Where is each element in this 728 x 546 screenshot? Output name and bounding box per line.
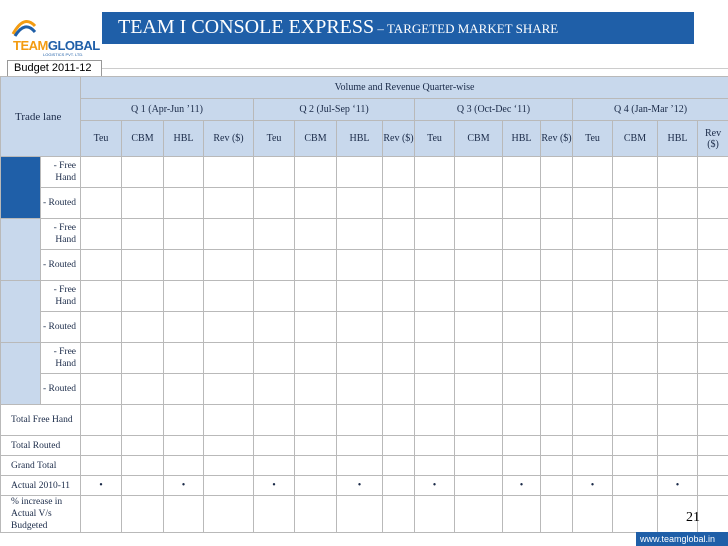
- column-header: Rev ($): [204, 121, 254, 157]
- data-cell[interactable]: [613, 374, 658, 405]
- data-cell[interactable]: [698, 405, 728, 436]
- data-cell[interactable]: [455, 188, 503, 219]
- data-cell[interactable]: [164, 496, 204, 533]
- column-header: CBM: [455, 121, 503, 157]
- data-cell[interactable]: [503, 343, 541, 374]
- data-cell[interactable]: [698, 496, 728, 533]
- title-bar: [102, 12, 694, 44]
- summary-row: [1, 436, 728, 456]
- data-cell[interactable]: [541, 405, 573, 436]
- data-cell[interactable]: [503, 219, 541, 250]
- data-cell[interactable]: [383, 496, 415, 533]
- data-cell[interactable]: [698, 188, 728, 219]
- data-cell[interactable]: [573, 405, 613, 436]
- data-cell[interactable]: [613, 496, 658, 533]
- data-cell[interactable]: [698, 312, 728, 343]
- column-header: Rev ($): [541, 121, 573, 157]
- data-cell[interactable]: [658, 456, 698, 476]
- data-cell[interactable]: [415, 405, 455, 436]
- data-cell[interactable]: [295, 281, 337, 312]
- summary-row: [1, 476, 728, 496]
- data-cell[interactable]: •: [503, 476, 541, 496]
- data-cell[interactable]: [295, 374, 337, 405]
- data-cell[interactable]: [81, 250, 122, 281]
- data-cell[interactable]: [541, 436, 573, 456]
- data-cell[interactable]: [295, 476, 337, 496]
- data-cell[interactable]: [254, 281, 295, 312]
- data-cell[interactable]: [658, 188, 698, 219]
- data-cell[interactable]: [164, 312, 204, 343]
- data-cell[interactable]: [698, 281, 728, 312]
- lane-row: [1, 157, 728, 188]
- data-cell[interactable]: [455, 456, 503, 476]
- data-cell[interactable]: [204, 374, 254, 405]
- data-cell[interactable]: [573, 188, 613, 219]
- data-cell[interactable]: [658, 157, 698, 188]
- data-cell[interactable]: [415, 157, 455, 188]
- data-cell[interactable]: [383, 405, 415, 436]
- data-cell[interactable]: •: [81, 476, 122, 496]
- column-header: Teu: [81, 121, 122, 157]
- data-cell[interactable]: [204, 496, 254, 533]
- data-cell[interactable]: [658, 250, 698, 281]
- data-cell[interactable]: [658, 374, 698, 405]
- data-cell[interactable]: [455, 250, 503, 281]
- data-cell[interactable]: •: [415, 476, 455, 496]
- data-cell[interactable]: [164, 436, 204, 456]
- data-cell[interactable]: [204, 436, 254, 456]
- data-cell[interactable]: [81, 157, 122, 188]
- data-cell[interactable]: [337, 250, 383, 281]
- data-cell[interactable]: [541, 456, 573, 476]
- data-cell[interactable]: [541, 281, 573, 312]
- free-hand-label: - Free Hand: [41, 219, 81, 250]
- data-cell[interactable]: [164, 405, 204, 436]
- data-cell[interactable]: [337, 405, 383, 436]
- data-cell[interactable]: [204, 405, 254, 436]
- data-cell[interactable]: [455, 343, 503, 374]
- market-share-table: [0, 76, 728, 533]
- data-cell[interactable]: [541, 219, 573, 250]
- header-divider: [102, 68, 728, 69]
- data-cell[interactable]: [503, 312, 541, 343]
- data-cell[interactable]: [541, 476, 573, 496]
- logo-wordmark: TEAMGLOBAL: [13, 38, 100, 53]
- quarter-header-row: [1, 99, 728, 121]
- data-cell[interactable]: [455, 405, 503, 436]
- data-cell[interactable]: [658, 312, 698, 343]
- column-header: HBL: [337, 121, 383, 157]
- data-cell[interactable]: [164, 219, 204, 250]
- data-cell[interactable]: [204, 157, 254, 188]
- data-cell[interactable]: [415, 188, 455, 219]
- data-cell[interactable]: [415, 312, 455, 343]
- summary-label: Total Routed: [1, 436, 81, 456]
- data-cell[interactable]: [383, 188, 415, 219]
- data-cell[interactable]: [204, 219, 254, 250]
- data-cell[interactable]: [383, 312, 415, 343]
- data-cell[interactable]: [613, 436, 658, 456]
- data-cell[interactable]: [164, 157, 204, 188]
- routed-label: - Routed: [41, 250, 81, 281]
- data-cell[interactable]: •: [573, 476, 613, 496]
- lane-row: [1, 312, 728, 343]
- data-cell[interactable]: [164, 250, 204, 281]
- data-cell[interactable]: [573, 343, 613, 374]
- data-cell[interactable]: [613, 476, 658, 496]
- column-header: Teu: [415, 121, 455, 157]
- data-cell[interactable]: [415, 281, 455, 312]
- quarter-header: Q 1 (Apr-Jun ’11): [81, 99, 254, 121]
- data-cell[interactable]: [122, 157, 164, 188]
- data-cell[interactable]: [503, 157, 541, 188]
- trade-lane-header: Trade lane: [1, 77, 81, 157]
- data-cell[interactable]: •: [337, 476, 383, 496]
- data-cell[interactable]: [698, 343, 728, 374]
- data-cell[interactable]: [698, 436, 728, 456]
- data-cell[interactable]: [698, 250, 728, 281]
- data-cell[interactable]: [254, 436, 295, 456]
- data-cell[interactable]: [81, 281, 122, 312]
- data-cell[interactable]: [204, 456, 254, 476]
- data-cell[interactable]: [658, 405, 698, 436]
- trade-lane-cell[interactable]: [1, 343, 41, 405]
- data-cell[interactable]: [541, 343, 573, 374]
- data-cell[interactable]: [204, 250, 254, 281]
- data-cell[interactable]: [81, 436, 122, 456]
- data-cell[interactable]: [503, 281, 541, 312]
- page-subtitle: – TARGETED MARKET SHARE: [374, 21, 559, 36]
- data-cell[interactable]: [164, 281, 204, 312]
- data-cell[interactable]: [455, 219, 503, 250]
- data-cell[interactable]: [383, 456, 415, 476]
- data-cell[interactable]: [613, 157, 658, 188]
- data-cell[interactable]: [503, 374, 541, 405]
- data-cell[interactable]: [81, 312, 122, 343]
- data-cell[interactable]: [122, 250, 164, 281]
- data-cell[interactable]: [254, 405, 295, 436]
- data-cell[interactable]: [541, 312, 573, 343]
- free-hand-label: - Free Hand: [41, 281, 81, 312]
- data-cell[interactable]: [613, 250, 658, 281]
- data-cell[interactable]: [81, 219, 122, 250]
- data-cell[interactable]: [613, 219, 658, 250]
- data-cell[interactable]: [295, 343, 337, 374]
- free-hand-label: - Free Hand: [41, 157, 81, 188]
- data-cell[interactable]: [573, 496, 613, 533]
- trade-lane-cell[interactable]: [1, 157, 41, 219]
- data-cell[interactable]: [295, 188, 337, 219]
- lane-row: [1, 250, 728, 281]
- data-cell[interactable]: [254, 157, 295, 188]
- data-cell[interactable]: [415, 496, 455, 533]
- data-cell[interactable]: [337, 157, 383, 188]
- data-cell[interactable]: [503, 456, 541, 476]
- data-cell[interactable]: [81, 374, 122, 405]
- data-cell[interactable]: [81, 456, 122, 476]
- data-cell[interactable]: [455, 436, 503, 456]
- quarter-header: Q 4 (Jan-Mar ’12): [573, 99, 728, 121]
- data-cell[interactable]: [541, 188, 573, 219]
- lane-row: [1, 374, 728, 405]
- quarter-header: Q 3 (Oct-Dec ‘11): [415, 99, 573, 121]
- summary-row: [1, 405, 728, 436]
- column-header: HBL: [658, 121, 698, 157]
- data-cell[interactable]: [698, 157, 728, 188]
- data-cell[interactable]: [383, 219, 415, 250]
- data-cell[interactable]: [254, 250, 295, 281]
- column-header: HBL: [164, 121, 204, 157]
- data-cell[interactable]: [81, 188, 122, 219]
- data-cell[interactable]: [503, 436, 541, 456]
- table-body: [1, 77, 728, 533]
- column-header: CBM: [122, 121, 164, 157]
- data-cell[interactable]: [122, 496, 164, 533]
- data-cell[interactable]: [573, 312, 613, 343]
- data-cell[interactable]: [254, 496, 295, 533]
- lane-row: [1, 281, 728, 312]
- data-cell[interactable]: [254, 219, 295, 250]
- data-cell[interactable]: [383, 250, 415, 281]
- group-header: Volume and Revenue Quarter-wise: [81, 77, 728, 99]
- summary-row: [1, 456, 728, 476]
- data-cell[interactable]: [573, 374, 613, 405]
- data-cell[interactable]: [541, 250, 573, 281]
- data-cell[interactable]: [295, 157, 337, 188]
- column-header: HBL: [503, 121, 541, 157]
- data-cell[interactable]: [573, 219, 613, 250]
- data-cell[interactable]: [503, 250, 541, 281]
- column-header-row: [1, 121, 728, 157]
- data-cell[interactable]: [698, 456, 728, 476]
- data-cell[interactable]: [164, 188, 204, 219]
- data-cell[interactable]: [455, 496, 503, 533]
- data-cell[interactable]: •: [254, 476, 295, 496]
- data-cell[interactable]: [204, 188, 254, 219]
- data-cell[interactable]: [573, 157, 613, 188]
- data-cell[interactable]: [573, 250, 613, 281]
- data-cell[interactable]: [122, 188, 164, 219]
- data-cell[interactable]: [613, 343, 658, 374]
- data-cell[interactable]: •: [164, 476, 204, 496]
- quarter-header: Q 2 (Jul-Sep ‘11): [254, 99, 415, 121]
- column-header: CBM: [613, 121, 658, 157]
- data-cell[interactable]: [613, 456, 658, 476]
- data-cell[interactable]: [658, 343, 698, 374]
- data-cell[interactable]: [383, 281, 415, 312]
- data-cell[interactable]: [415, 343, 455, 374]
- data-cell[interactable]: [254, 312, 295, 343]
- free-hand-label: - Free Hand: [41, 343, 81, 374]
- data-cell[interactable]: [122, 405, 164, 436]
- data-cell[interactable]: [415, 219, 455, 250]
- lane-row: [1, 219, 728, 250]
- data-cell[interactable]: [337, 436, 383, 456]
- data-cell[interactable]: [541, 374, 573, 405]
- summary-label: Actual 2010-11: [1, 476, 81, 496]
- data-cell[interactable]: [415, 456, 455, 476]
- page-number: 21: [686, 510, 700, 525]
- data-cell[interactable]: [122, 374, 164, 405]
- budget-label: Budget 2011-12: [7, 60, 102, 77]
- data-cell[interactable]: [204, 281, 254, 312]
- data-cell[interactable]: [337, 219, 383, 250]
- data-cell[interactable]: [295, 219, 337, 250]
- data-cell[interactable]: [698, 476, 728, 496]
- column-header: CBM: [295, 121, 337, 157]
- data-cell[interactable]: [503, 496, 541, 533]
- data-cell[interactable]: [455, 312, 503, 343]
- summary-label: % increase in Actual V/s Budgeted: [1, 496, 81, 533]
- data-cell[interactable]: [81, 343, 122, 374]
- data-cell[interactable]: [295, 456, 337, 476]
- data-cell[interactable]: [541, 496, 573, 533]
- data-cell[interactable]: [164, 374, 204, 405]
- data-cell[interactable]: [658, 436, 698, 456]
- summary-label: Total Free Hand: [1, 405, 81, 436]
- data-cell[interactable]: [503, 188, 541, 219]
- data-cell[interactable]: [613, 312, 658, 343]
- data-cell[interactable]: [295, 312, 337, 343]
- data-cell[interactable]: [337, 456, 383, 476]
- trade-lane-cell[interactable]: [1, 219, 41, 281]
- column-header: Rev ($): [383, 121, 415, 157]
- data-cell[interactable]: [503, 405, 541, 436]
- data-cell[interactable]: •: [658, 476, 698, 496]
- data-cell[interactable]: [164, 456, 204, 476]
- data-cell[interactable]: [337, 281, 383, 312]
- column-header: Teu: [573, 121, 613, 157]
- data-cell[interactable]: [383, 374, 415, 405]
- data-cell[interactable]: [383, 436, 415, 456]
- data-cell[interactable]: [698, 219, 728, 250]
- data-cell[interactable]: [254, 188, 295, 219]
- data-cell[interactable]: [658, 281, 698, 312]
- data-cell[interactable]: [337, 188, 383, 219]
- data-cell[interactable]: [383, 476, 415, 496]
- data-cell[interactable]: [204, 476, 254, 496]
- data-cell[interactable]: [254, 343, 295, 374]
- data-cell[interactable]: [337, 343, 383, 374]
- footer-url[interactable]: www.teamglobal.in: [636, 532, 728, 546]
- data-cell[interactable]: [415, 374, 455, 405]
- data-cell[interactable]: [383, 157, 415, 188]
- data-cell[interactable]: [295, 496, 337, 533]
- data-cell[interactable]: [122, 312, 164, 343]
- data-cell[interactable]: [295, 436, 337, 456]
- data-cell[interactable]: [295, 250, 337, 281]
- data-cell[interactable]: [81, 496, 122, 533]
- data-cell[interactable]: [295, 405, 337, 436]
- data-cell[interactable]: [204, 343, 254, 374]
- data-cell[interactable]: [455, 476, 503, 496]
- data-cell[interactable]: [122, 343, 164, 374]
- data-cell[interactable]: [81, 405, 122, 436]
- lane-row: [1, 188, 728, 219]
- data-cell[interactable]: [254, 374, 295, 405]
- trade-lane-cell[interactable]: [1, 281, 41, 343]
- routed-label: - Routed: [41, 188, 81, 219]
- globe-logo-icon: [11, 14, 37, 38]
- data-cell[interactable]: [573, 456, 613, 476]
- data-cell[interactable]: [573, 436, 613, 456]
- data-cell[interactable]: [415, 250, 455, 281]
- data-cell[interactable]: [455, 281, 503, 312]
- data-cell[interactable]: [122, 456, 164, 476]
- data-cell[interactable]: [415, 436, 455, 456]
- data-cell[interactable]: [573, 281, 613, 312]
- data-cell[interactable]: [541, 157, 573, 188]
- data-cell[interactable]: [698, 374, 728, 405]
- page-title: TEAM I CONSOLE EXPRESS – TARGETED MARKET SHARE: [118, 16, 559, 38]
- data-cell[interactable]: [164, 343, 204, 374]
- data-cell[interactable]: [455, 374, 503, 405]
- data-cell[interactable]: [122, 219, 164, 250]
- data-cell[interactable]: [613, 188, 658, 219]
- data-cell[interactable]: [122, 476, 164, 496]
- routed-label: - Routed: [41, 312, 81, 343]
- routed-label: - Routed: [41, 374, 81, 405]
- data-cell[interactable]: [613, 281, 658, 312]
- logo-tagline: LOGISTICS PVT. LTD.: [43, 52, 84, 57]
- data-cell[interactable]: [122, 281, 164, 312]
- data-cell[interactable]: [337, 496, 383, 533]
- summary-label: Grand Total: [1, 456, 81, 476]
- lane-row: [1, 343, 728, 374]
- column-header: Teu: [254, 121, 295, 157]
- teamglobal-logo: [5, 8, 100, 57]
- data-cell[interactable]: [658, 219, 698, 250]
- column-header: Rev ($): [698, 121, 728, 157]
- data-cell[interactable]: [613, 405, 658, 436]
- data-cell[interactable]: [455, 157, 503, 188]
- data-cell[interactable]: [122, 436, 164, 456]
- summary-row: [1, 496, 728, 533]
- data-cell[interactable]: [337, 312, 383, 343]
- data-cell[interactable]: [254, 456, 295, 476]
- data-cell[interactable]: [204, 312, 254, 343]
- data-cell[interactable]: [383, 343, 415, 374]
- data-cell[interactable]: [337, 374, 383, 405]
